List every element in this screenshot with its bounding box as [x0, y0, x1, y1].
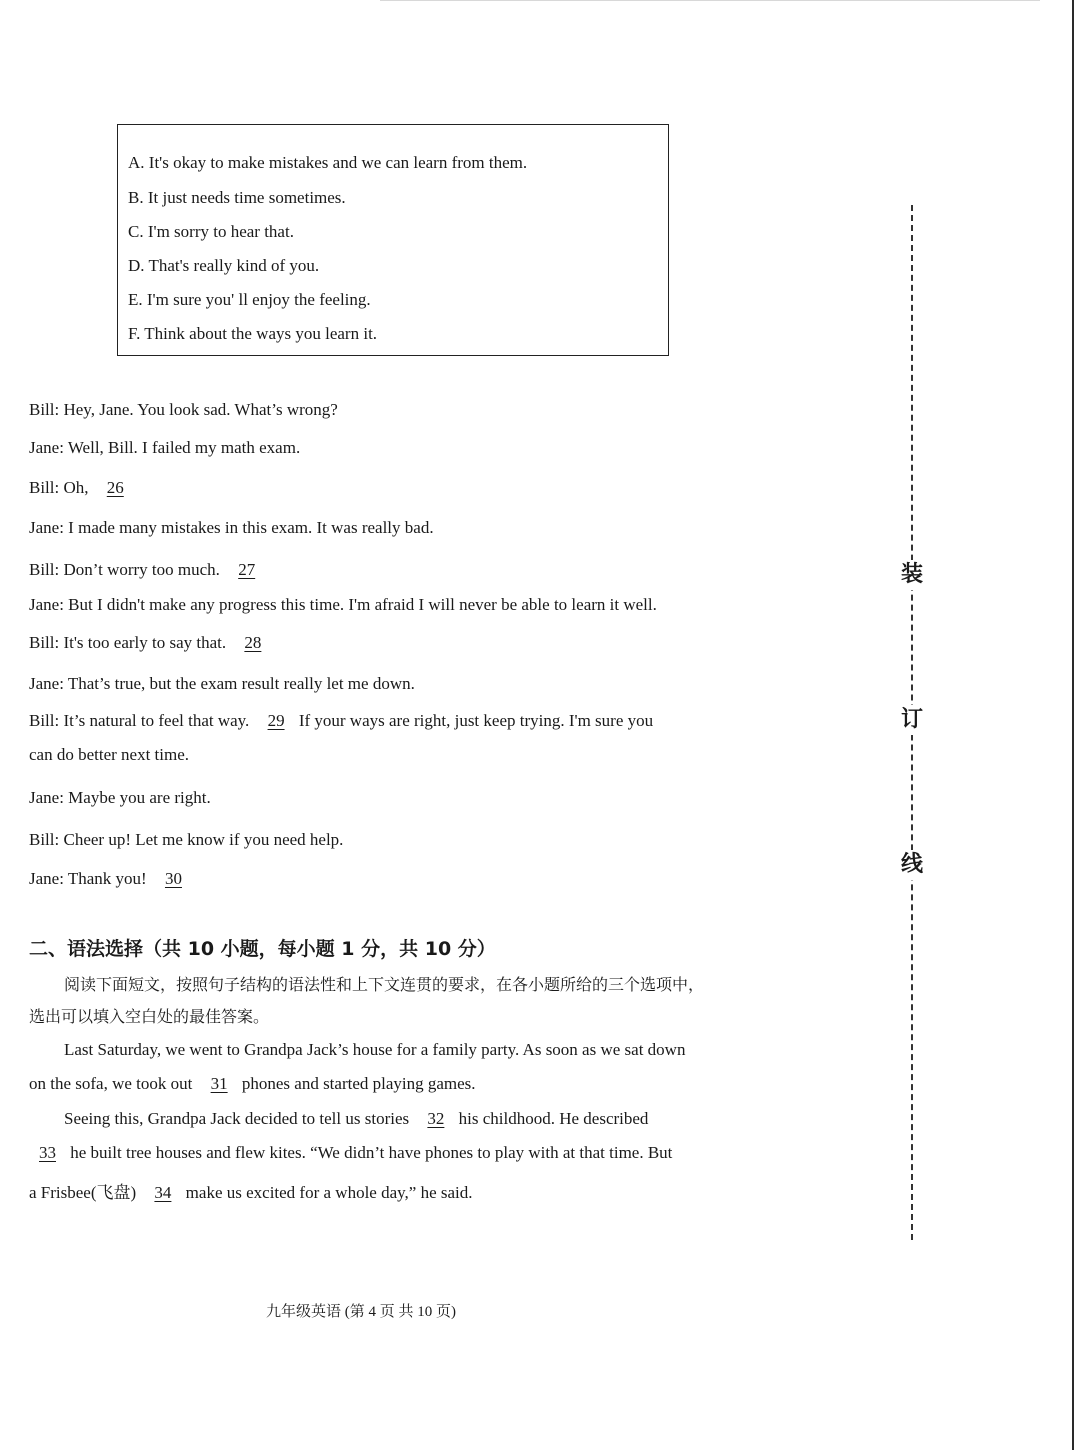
passage-line: Last Saturday, we went to Grandpa Jack’s house for a family party. As soon as we sat down — [64, 1040, 686, 1059]
dialogue-text: Bill: Don’t worry too much. — [29, 560, 220, 579]
dialogue-text: Jane: Thank you! — [29, 869, 147, 888]
dialogue-line: Bill: Cheer up! Let me know if you need help. — [29, 830, 344, 849]
answer-blank-30[interactable]: 30 — [164, 869, 182, 888]
dialogue-line: Jane: I made many mistakes in this exam. It was really bad. — [29, 518, 434, 537]
passage-text: his childhood. He described — [458, 1109, 649, 1128]
answer-blank-27[interactable]: 27 — [238, 560, 256, 579]
option-d: D. That's really kind of you. — [128, 256, 320, 275]
dialogue-line: can do better next time. — [29, 745, 190, 764]
dialogue-line: Bill: Hey, Jane. You look sad. What’s wrong? — [29, 400, 338, 419]
dialogue-text: If your ways are right, just keep trying. I'm sure you — [298, 711, 654, 730]
answer-blank-26[interactable]: 26 — [106, 478, 124, 497]
option-e: E. I'm sure you' ll enjoy the feeling. — [128, 290, 371, 309]
dialogue-text: Bill: Oh, — [29, 478, 89, 497]
dialogue-line — [29, 869, 192, 889]
binding-char-zhuang: 装 — [899, 560, 925, 590]
passage-line — [29, 1178, 473, 1203]
binding-char-ding: 订 — [899, 705, 925, 735]
page-edge — [1072, 0, 1074, 1450]
option-a: A. It's okay to make mistakes and we can learn from them. — [128, 153, 528, 172]
options-box — [117, 124, 669, 356]
section-heading: 二、语法选择（共 10 小题，每小题 1 分，共 10 分） — [29, 938, 496, 960]
option-f: F. Think about the ways you learn it. — [128, 324, 378, 343]
answer-blank-29[interactable]: 29 — [267, 711, 285, 730]
dialogue-text: Bill: It's too early to say that. — [29, 633, 227, 652]
dialogue-line: Jane: Maybe you are right. — [29, 788, 211, 807]
answer-blank-32[interactable]: 32 — [427, 1109, 445, 1128]
answer-blank-31[interactable]: 31 — [210, 1074, 228, 1093]
answer-blank-28[interactable]: 28 — [244, 633, 262, 652]
dialogue-line — [29, 560, 265, 580]
option-b: B. It just needs time sometimes. — [128, 188, 346, 207]
dialogue-line — [29, 711, 653, 731]
passage-line — [29, 1074, 476, 1094]
passage-text: a Frisbee(飞盘) — [29, 1183, 137, 1202]
instructions-line-1: 阅读下面短文，按照句子结构的语法性和上下文连贯的要求，在各小题所给的三个选项中， — [64, 975, 705, 994]
passage-text: he built tree houses and flew kites. “We didn’t have phones to play with at that time. But — [70, 1143, 673, 1162]
top-border-line — [380, 0, 1040, 1]
answer-blank-34[interactable]: 34 — [154, 1183, 172, 1202]
dialogue-line: Jane: Well, Bill. I failed my math exam. — [29, 438, 301, 457]
dialogue-text: Bill: It’s natural to feel that way. — [29, 711, 250, 730]
instructions-line-2: 选出可以填入空白处的最佳答案。 — [29, 1007, 270, 1026]
passage-text: Seeing this, Grandpa Jack decided to tell us stories — [64, 1109, 410, 1128]
passage-text: phones and started playing games. — [241, 1074, 476, 1093]
passage-line — [29, 1143, 672, 1163]
dialogue-line — [29, 633, 271, 653]
answer-blank-33[interactable]: 33 — [39, 1143, 56, 1162]
passage-text: on the sofa, we took out — [29, 1074, 193, 1093]
passage-line — [64, 1109, 648, 1129]
dialogue-line: Jane: That’s true, but the exam result really let me down. — [29, 674, 415, 693]
dialogue-line — [29, 478, 134, 498]
dialogue-line: Jane: But I didn't make any progress this time. I'm afraid I will never be able to learn it well. — [29, 595, 657, 614]
passage-text: make us excited for a whole day,” he said. — [185, 1183, 473, 1202]
binding-char-xian: 线 — [899, 850, 925, 880]
page-footer: 九年级英语 (第 4 页 共 10 页) — [266, 1304, 456, 1320]
option-c: C. I'm sorry to hear that. — [128, 222, 294, 241]
